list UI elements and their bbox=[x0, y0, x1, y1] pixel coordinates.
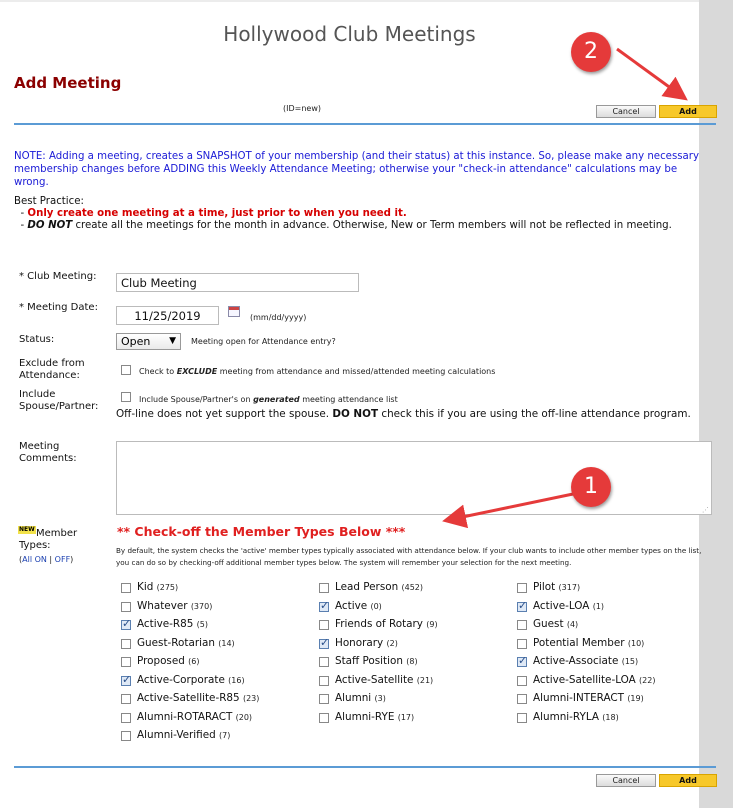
status-value: Open bbox=[121, 335, 151, 348]
member-type-label bbox=[533, 580, 580, 595]
member-type-checkbox[interactable] bbox=[319, 583, 329, 593]
member-type-count: (7) bbox=[219, 731, 231, 740]
member-type-checkbox[interactable] bbox=[517, 602, 527, 612]
spouse-hint-bold: generated bbox=[253, 395, 300, 404]
cancel-button-top[interactable]: Cancel bbox=[596, 105, 656, 118]
member-type-label bbox=[533, 654, 638, 669]
member-type-label bbox=[137, 673, 245, 688]
calendar-icon[interactable] bbox=[228, 306, 240, 317]
member-type-count: (3) bbox=[374, 694, 386, 703]
member-type-count: (370) bbox=[190, 602, 213, 611]
exclude-hint bbox=[139, 367, 495, 376]
best-practice-item-2: - DO NOT create all the meetings for the month in advance. Otherwise, New or Term members will not be reflected in meeting. bbox=[14, 220, 672, 231]
member-type-label bbox=[533, 599, 604, 614]
member-type-label bbox=[137, 728, 230, 743]
spouse-offline-note bbox=[116, 408, 706, 421]
best-practice-label: Best Practice: bbox=[14, 196, 84, 207]
member-type-checkbox[interactable] bbox=[121, 694, 131, 704]
best-practice-item-1: - Only create one meeting at a time, just prior to when you need it. bbox=[14, 208, 407, 219]
member-type-label bbox=[335, 599, 382, 614]
member-type-label bbox=[335, 654, 418, 669]
member-type-count: (2) bbox=[386, 639, 398, 648]
member-type-checkbox[interactable] bbox=[121, 676, 131, 686]
member-type-name: Lead Person bbox=[335, 581, 402, 593]
member-type-name: Active-Satellite-LOA bbox=[533, 674, 640, 686]
exclude-label-line-2: Attendance: bbox=[19, 370, 80, 381]
club-meeting-input[interactable]: Club Meeting bbox=[116, 273, 359, 292]
member-type-label bbox=[533, 617, 578, 632]
member-type-name: Pilot bbox=[533, 581, 559, 593]
member-type-label bbox=[533, 691, 644, 706]
member-type-count: (14) bbox=[218, 639, 235, 648]
member-type-label bbox=[335, 636, 398, 651]
member-type-checkbox[interactable] bbox=[121, 620, 131, 630]
member-type-count: (9) bbox=[426, 620, 438, 629]
resize-handle-icon[interactable]: ⋰ bbox=[702, 506, 709, 514]
member-type-count: (10) bbox=[627, 639, 645, 648]
member-type-name: Active-Satellite bbox=[335, 674, 417, 686]
member-type-name: Active-R85 bbox=[137, 618, 197, 630]
member-type-checkbox[interactable] bbox=[517, 676, 527, 686]
member-type-label bbox=[137, 654, 200, 669]
member-types-label-2: Types: bbox=[19, 540, 51, 551]
member-type-count: (16) bbox=[228, 676, 245, 685]
member-type-checkbox[interactable] bbox=[121, 713, 131, 723]
member-type-count: (275) bbox=[156, 583, 179, 592]
member-type-checkbox[interactable] bbox=[121, 602, 131, 612]
record-id: (ID=new) bbox=[283, 104, 321, 113]
exclude-label bbox=[19, 358, 85, 382]
member-type-label bbox=[533, 710, 619, 725]
member-type-name: Guest-Rotarian bbox=[137, 637, 219, 649]
member-type-count: (20) bbox=[235, 713, 253, 722]
member-type-checkbox[interactable] bbox=[319, 676, 329, 686]
spouse-label-line-1: Include bbox=[19, 389, 56, 400]
member-type-checkbox[interactable] bbox=[517, 657, 527, 667]
member-type-name: Friends of Rotary bbox=[335, 618, 427, 630]
member-type-checkbox[interactable] bbox=[319, 620, 329, 630]
member-type-label bbox=[137, 580, 178, 595]
member-types-toggles: (All ON | OFF) bbox=[19, 555, 74, 564]
meeting-date-label: * Meeting Date: bbox=[19, 302, 98, 313]
new-badge: NEW bbox=[19, 526, 35, 533]
meeting-comments-textarea[interactable] bbox=[116, 441, 712, 515]
member-type-label bbox=[335, 691, 386, 706]
member-types-description: By default, the system checks the 'active' member types typically associated with attendance below. If your club wants to include other member types on the list, you can do so by checking-off additional member types below. The system will remember your selection for the next meeting. bbox=[116, 546, 702, 567]
member-type-label bbox=[137, 691, 259, 706]
member-type-label bbox=[533, 673, 655, 688]
comments-label-line-1: Meeting bbox=[19, 441, 60, 452]
member-type-count: (18) bbox=[602, 713, 619, 722]
member-type-checkbox[interactable] bbox=[319, 639, 329, 649]
member-type-name: Whatever bbox=[137, 600, 191, 612]
window-right-gutter bbox=[699, 0, 733, 808]
member-type-label bbox=[137, 599, 212, 614]
best-practice bbox=[14, 196, 704, 232]
member-type-name: Alumni bbox=[335, 692, 375, 704]
status-label: Status: bbox=[19, 334, 55, 345]
member-type-name: Active bbox=[335, 600, 371, 612]
member-type-checkbox[interactable] bbox=[517, 583, 527, 593]
exclude-hint-pre: Check to bbox=[139, 367, 177, 376]
date-format-hint: (mm/dd/yyyy) bbox=[250, 313, 307, 322]
exclude-hint-bold: EXCLUDE bbox=[176, 367, 218, 376]
member-type-checkbox[interactable] bbox=[121, 583, 131, 593]
member-type-label bbox=[335, 710, 414, 725]
spouse-hint-post: meeting attendance list bbox=[299, 395, 398, 404]
all-on-link[interactable]: All ON bbox=[22, 555, 47, 564]
member-type-label bbox=[335, 617, 438, 632]
member-type-label bbox=[137, 710, 252, 725]
add-button-top[interactable]: Add bbox=[659, 105, 717, 118]
form-heading: Add Meeting bbox=[14, 74, 122, 92]
member-type-name: Alumni-RYLA bbox=[533, 711, 603, 723]
member-type-name: Alumni-INTERACT bbox=[533, 692, 628, 704]
exclude-checkbox[interactable] bbox=[121, 365, 131, 375]
meeting-date-input[interactable]: 11/25/2019 bbox=[116, 306, 219, 325]
member-type-count: (23) bbox=[242, 694, 260, 703]
member-type-checkbox[interactable] bbox=[121, 639, 131, 649]
member-type-label bbox=[137, 617, 208, 632]
top-divider bbox=[14, 123, 716, 125]
member-type-name: Staff Position bbox=[335, 655, 407, 667]
member-type-count: (1) bbox=[592, 602, 605, 611]
member-type-checkbox[interactable] bbox=[517, 713, 527, 723]
member-type-count: (6) bbox=[188, 657, 200, 666]
exclude-label-line-1: Exclude from bbox=[19, 358, 85, 369]
member-type-name: Guest bbox=[533, 618, 567, 630]
best-practice-do-not: DO NOT bbox=[27, 220, 73, 231]
spouse-note-pre: Off-line does not yet support the spouse. bbox=[116, 408, 333, 420]
toggle-separator: | bbox=[49, 555, 53, 564]
off-link[interactable]: OFF bbox=[54, 555, 71, 564]
member-type-name: Active-Associate bbox=[533, 655, 622, 667]
spouse-hint bbox=[139, 395, 398, 404]
member-type-count: (21) bbox=[416, 676, 434, 685]
member-type-checkbox[interactable] bbox=[517, 639, 527, 649]
snapshot-note: NOTE: Adding a meeting, creates a SNAPSHOT of your membership (and their status) at this instance. So, please make any necessary membership changes before ADDING this Weekly Attendance Meeting; otherwise your "check-in attendance" calculations may be wrong. bbox=[14, 151, 700, 188]
bottom-divider bbox=[14, 766, 716, 768]
club-meeting-label: * Club Meeting: bbox=[19, 271, 97, 282]
spouse-label bbox=[19, 389, 98, 413]
member-type-count: (19) bbox=[627, 694, 644, 703]
member-type-count: (4) bbox=[566, 620, 579, 629]
member-type-name: Proposed bbox=[137, 655, 189, 667]
member-type-label bbox=[335, 673, 433, 688]
member-type-checkbox[interactable] bbox=[319, 657, 329, 667]
member-type-checkbox[interactable] bbox=[121, 731, 131, 741]
member-type-checkbox[interactable] bbox=[121, 657, 131, 667]
add-button-bottom[interactable]: Add bbox=[659, 774, 717, 787]
member-type-count: (17) bbox=[397, 713, 415, 722]
member-type-checkbox[interactable] bbox=[319, 713, 329, 723]
spouse-note-post: check this if you are using the off-line attendance program. bbox=[378, 408, 691, 420]
member-type-name: Active-Satellite-R85 bbox=[137, 692, 243, 704]
member-type-checkbox[interactable] bbox=[517, 694, 527, 704]
member-type-checkbox[interactable] bbox=[319, 602, 329, 612]
callout-2-badge: 2 bbox=[571, 32, 611, 72]
member-type-count: (8) bbox=[406, 657, 418, 666]
member-type-count: (22) bbox=[639, 676, 656, 685]
exclude-hint-post: meeting from attendance and missed/attended meeting calculations bbox=[217, 367, 496, 376]
member-type-name: Potential Member bbox=[533, 637, 628, 649]
spouse-hint-pre: Include Spouse/Partner's on bbox=[139, 395, 254, 404]
member-type-count: (452) bbox=[401, 583, 423, 592]
chevron-down-icon: ▼ bbox=[169, 336, 176, 346]
member-type-label bbox=[533, 636, 644, 651]
member-type-name: Alumni-RYE bbox=[335, 711, 398, 723]
comments-label bbox=[19, 441, 77, 465]
callout-1-badge: 1 bbox=[571, 467, 611, 507]
spouse-note-bold: DO NOT bbox=[332, 408, 379, 420]
best-practice-line-2: create all the meetings for the month in advance. Otherwise, New or Term members will not be reflected in meeting. bbox=[72, 220, 672, 231]
page-title: Hollywood Club Meetings bbox=[223, 22, 476, 46]
member-type-count: (15) bbox=[621, 657, 639, 666]
spouse-checkbox[interactable] bbox=[121, 392, 131, 402]
status-select[interactable] bbox=[116, 333, 181, 350]
member-type-name: Kid bbox=[137, 581, 157, 593]
member-type-label bbox=[335, 580, 423, 595]
member-type-count: (0) bbox=[370, 602, 382, 611]
cancel-button-bottom[interactable]: Cancel bbox=[596, 774, 656, 787]
member-type-name: Active-LOA bbox=[533, 600, 593, 612]
comments-label-line-2: Comments: bbox=[19, 453, 77, 464]
member-type-checkbox[interactable] bbox=[517, 620, 527, 630]
best-practice-line-1: Only create one meeting at a time, just prior to when you need it. bbox=[27, 208, 407, 219]
member-type-name: Active-Corporate bbox=[137, 674, 229, 686]
member-type-name: Alumni-ROTARACT bbox=[137, 711, 236, 723]
member-type-name: Alumni-Verified bbox=[137, 729, 220, 741]
member-type-count: (317) bbox=[558, 583, 581, 592]
status-hint: Meeting open for Attendance entry? bbox=[191, 337, 336, 346]
member-type-label bbox=[137, 636, 235, 651]
member-type-count: (5) bbox=[196, 620, 208, 629]
member-types-heading: ** Check-off the Member Types Below *** bbox=[117, 524, 406, 539]
member-types-label-1: Member bbox=[36, 528, 78, 539]
member-type-checkbox[interactable] bbox=[319, 694, 329, 704]
member-type-name: Honorary bbox=[335, 637, 387, 649]
spouse-label-line-2: Spouse/Partner: bbox=[19, 401, 99, 412]
